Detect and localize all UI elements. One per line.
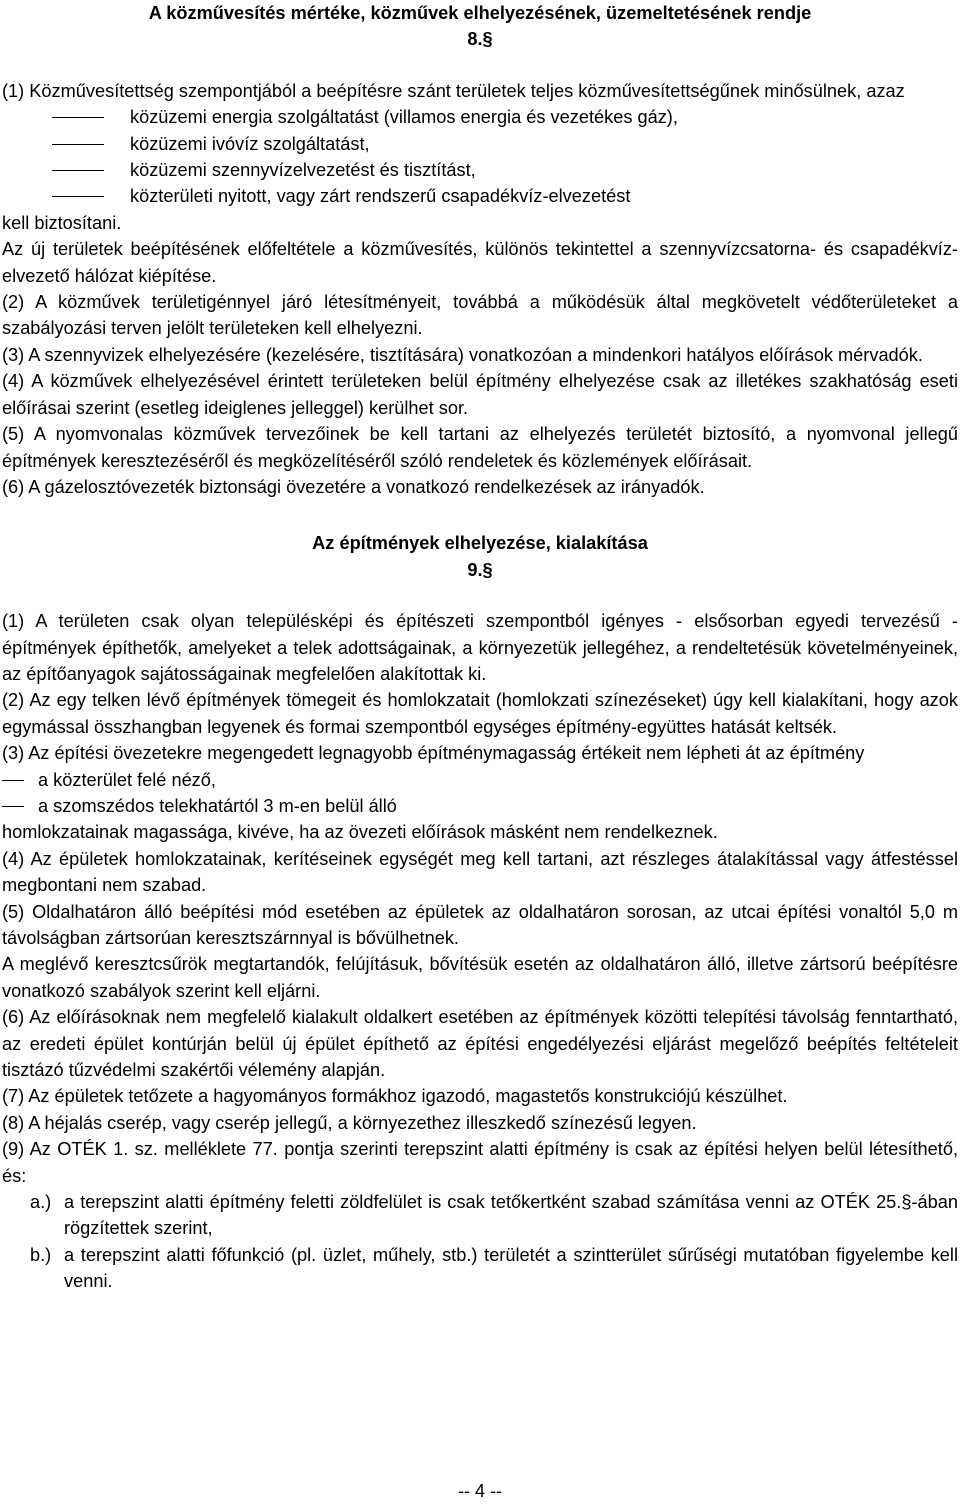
dash-list-item: a szomszédos telekhatártól 3 m-en belül álló: [0, 793, 960, 819]
paragraph: (2) A közművek területigénnyel járó létesítményeit, továbbá a működésük által megkövetelt védőterületeket a szabályozási terven jelölt területeken kell elhelyezni.: [2, 292, 958, 339]
dash-list-item: közüzemi szennyvízelvezetést és tisztítást,: [0, 157, 960, 183]
section-number: 9.§: [467, 559, 493, 580]
list-item-text: a terepszint alatti főfunkció (pl. üzlet, műhely, stb.) területét a szintterület sűrűségi mutatóban figyelembe kell venni.: [64, 1244, 958, 1292]
lettered-list-item: [0, 1242, 960, 1295]
dash-list-item: közterületi nyitott, vagy zárt rendszerű csapadékvíz-elvezetést: [0, 183, 960, 209]
paragraph: (5) Oldalhatáron álló beépítési mód esetében az épületek az oldalhatáron sorosan, az utcai építési vonaltól 5,0 m távolságban zártsorúan keresztszárnnyal is bővülhetnek.: [2, 901, 958, 948]
paragraph: (7) Az épületek tetőzete a hagyományos formákhoz igazodó, magastetős konstrukciójú készülhet.: [2, 1086, 788, 1107]
paragraph: (6) Az előírásoknak nem megfelelő kialakult oldalkert esetében az építmények közötti telepítési távolság fenntartható, az eredeti épület kontúrján belül új épület építhető az építési engedélyezési eljárást megelőző beépítés feltételeit tisztázó tűzvédelmi szakértői vélemény alapján.: [2, 1007, 958, 1081]
dash-list-item: a közterület felé néző,: [0, 767, 960, 793]
paragraph: (8) A héjalás cserép, vagy cserép jellegű, a környezethez illeszkedő színezésű legyen.: [2, 1112, 697, 1133]
section-title: A közművesítés mértéke, közművek elhelyezésének, üzemeltetésének rendje: [148, 3, 812, 23]
list-marker: a.): [30, 1192, 52, 1213]
dash-list-item: közüzemi ivóvíz szolgáltatást,: [0, 131, 960, 157]
paragraph: homlokzatainak magassága, kivéve, ha az övezeti előírások másként nem rendelkeznek.: [2, 822, 718, 843]
dash-list-item: közüzemi energia szolgáltatást (villamos energia és vezetékes gáz),: [0, 104, 960, 130]
paragraph-1-outro: kell biztosítani.: [2, 212, 122, 233]
paragraph: (3) A szennyvizek elhelyezésére (kezelésére, tisztítására) vonatkozóan a mindenkori hatályos előírások mérvadók.: [2, 344, 923, 365]
page-number: -- 4 --: [458, 1481, 502, 1501]
section-title: Az építmények elhelyezése, kialakítása: [312, 533, 648, 554]
paragraph: (4) Az épületek homlokzatainak, kerítéseinek egységét meg kell tartani, azt részleges átalakítással vagy átfestéssel megbontani nem szabad.: [2, 848, 958, 896]
paragraph: Az új területek beépítésének előfeltétele a közművesítés, különös tekintettel a szennyvízcsatorna- és csapadékvíz-elvezető hálózat kiépítése.: [2, 239, 958, 286]
lettered-list-item: [0, 1189, 960, 1242]
paragraph: (2) Az egy telken lévő építmények tömegeit és homlokzatait (homlokzati színezéseket) úgy kell kialakítani, hogy azok egymással összhangban legyenek és formai szempontból egységes építmény-együttes hatását keltsék.: [2, 690, 958, 737]
list-item-text: a terepszint alatti építmény feletti zöldfelület is csak tetőkertként szabad számítása venni az OTÉK 25.§-ában rögzítettek szerint,: [64, 1192, 958, 1239]
spacer: [0, 53, 960, 78]
paragraph: (1) A területen csak olyan településképi és építészeti szempontból igényes - elsősorban egyedi tervezésű - építmények építhetők, amelyeket a telek adottságainak, a környezetük jellegéhez, a rendeltetésük követelményeinek, az építőanyagok sajátosságainak megfelelően alakítottak ki.: [2, 611, 958, 684]
paragraph-1-intro: (1) Közművesítettség szempontjából a beépítésre szánt területek teljes közművesítettségűnek minősülnek, azaz: [2, 80, 905, 101]
paragraph: (4) A közművek elhelyezésével érintett területeken belül építmény elhelyezése csak az illetékes szakhatóság eseti előírásai szerint (esetleg ideiglenes jelleggel) kerülhet sor.: [2, 371, 958, 418]
paragraph: A meglévő keresztcsűrök megtartandók, felújításuk, bővítésük esetén az oldalhatáron álló, illetve zártsorú beépítésre vonatkozó szabályok szerint kell eljárni.: [2, 954, 958, 1001]
paragraph: (5) A nyomvonalas közművek tervezőinek be kell tartani az elhelyezés területét biztosító, a nyomvonal jellegű építmények keresztezéséről és megközelítéséről szóló rendeletek és közlemények előírásait.: [2, 424, 958, 471]
paragraph: (6) A gázelosztóvezeték biztonsági övezetére a vonatkozó rendelkezések az irányadók.: [2, 476, 705, 497]
paragraph: (3) Az építési övezetekre megengedett legnagyobb építménymagasság értékeit nem lépheti át az építmény: [2, 743, 865, 764]
spacer: [0, 583, 960, 608]
section-number: 8.§: [467, 29, 493, 50]
paragraph: (9) Az OTÉK 1. sz. melléklete 77. pontja szerinti terepszint alatti építmény is csak az építési helyen belül létesíthető, és:: [2, 1139, 958, 1186]
list-marker: b.): [30, 1244, 52, 1265]
